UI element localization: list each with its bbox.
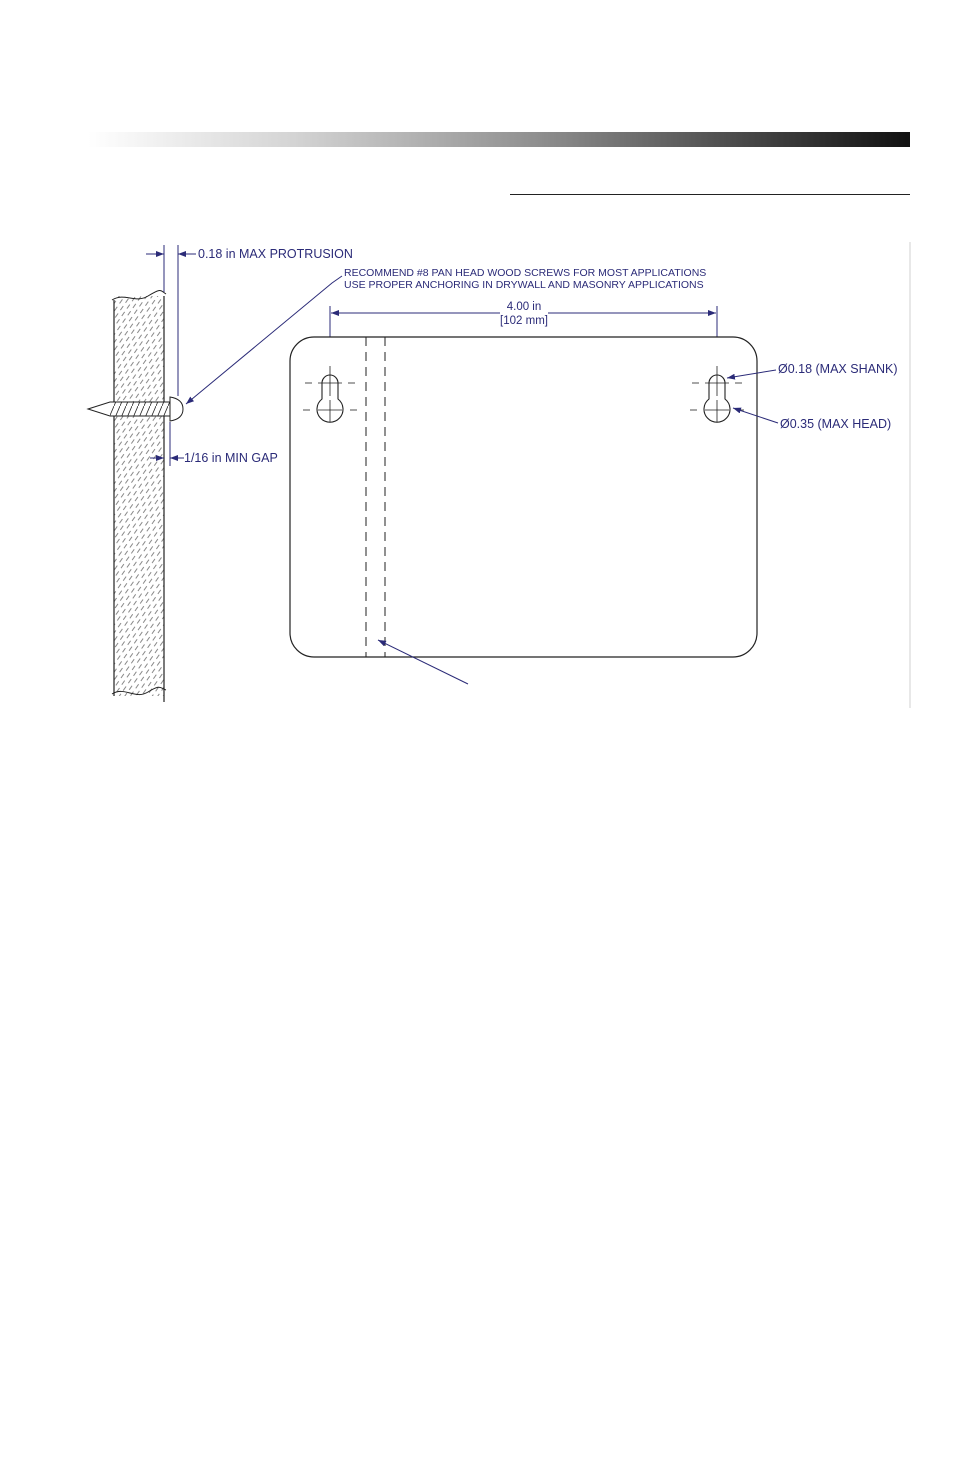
max-protrusion-label: 0.18 in MAX PROTRUSION — [198, 247, 353, 261]
min-gap-label: 1/16 in MIN GAP — [184, 451, 278, 465]
width-in-label: 4.00 in — [506, 301, 542, 313]
recommend-line-1: RECOMMEND #8 PAN HEAD WOOD SCREWS FOR MOST APPLICATIONS — [344, 267, 707, 279]
max-head-label: Ø0.35 (MAX HEAD) — [780, 417, 892, 431]
mounting-plate — [290, 337, 757, 657]
max-shank-label: Ø0.18 (MAX SHANK) — [778, 362, 898, 376]
width-mm-label: [102 mm] — [500, 315, 548, 327]
wall-section — [112, 291, 166, 703]
recommend-line-2: USE PROPER ANCHORING IN DRYWALL AND MASONRY APPLICATIONS — [344, 279, 704, 291]
